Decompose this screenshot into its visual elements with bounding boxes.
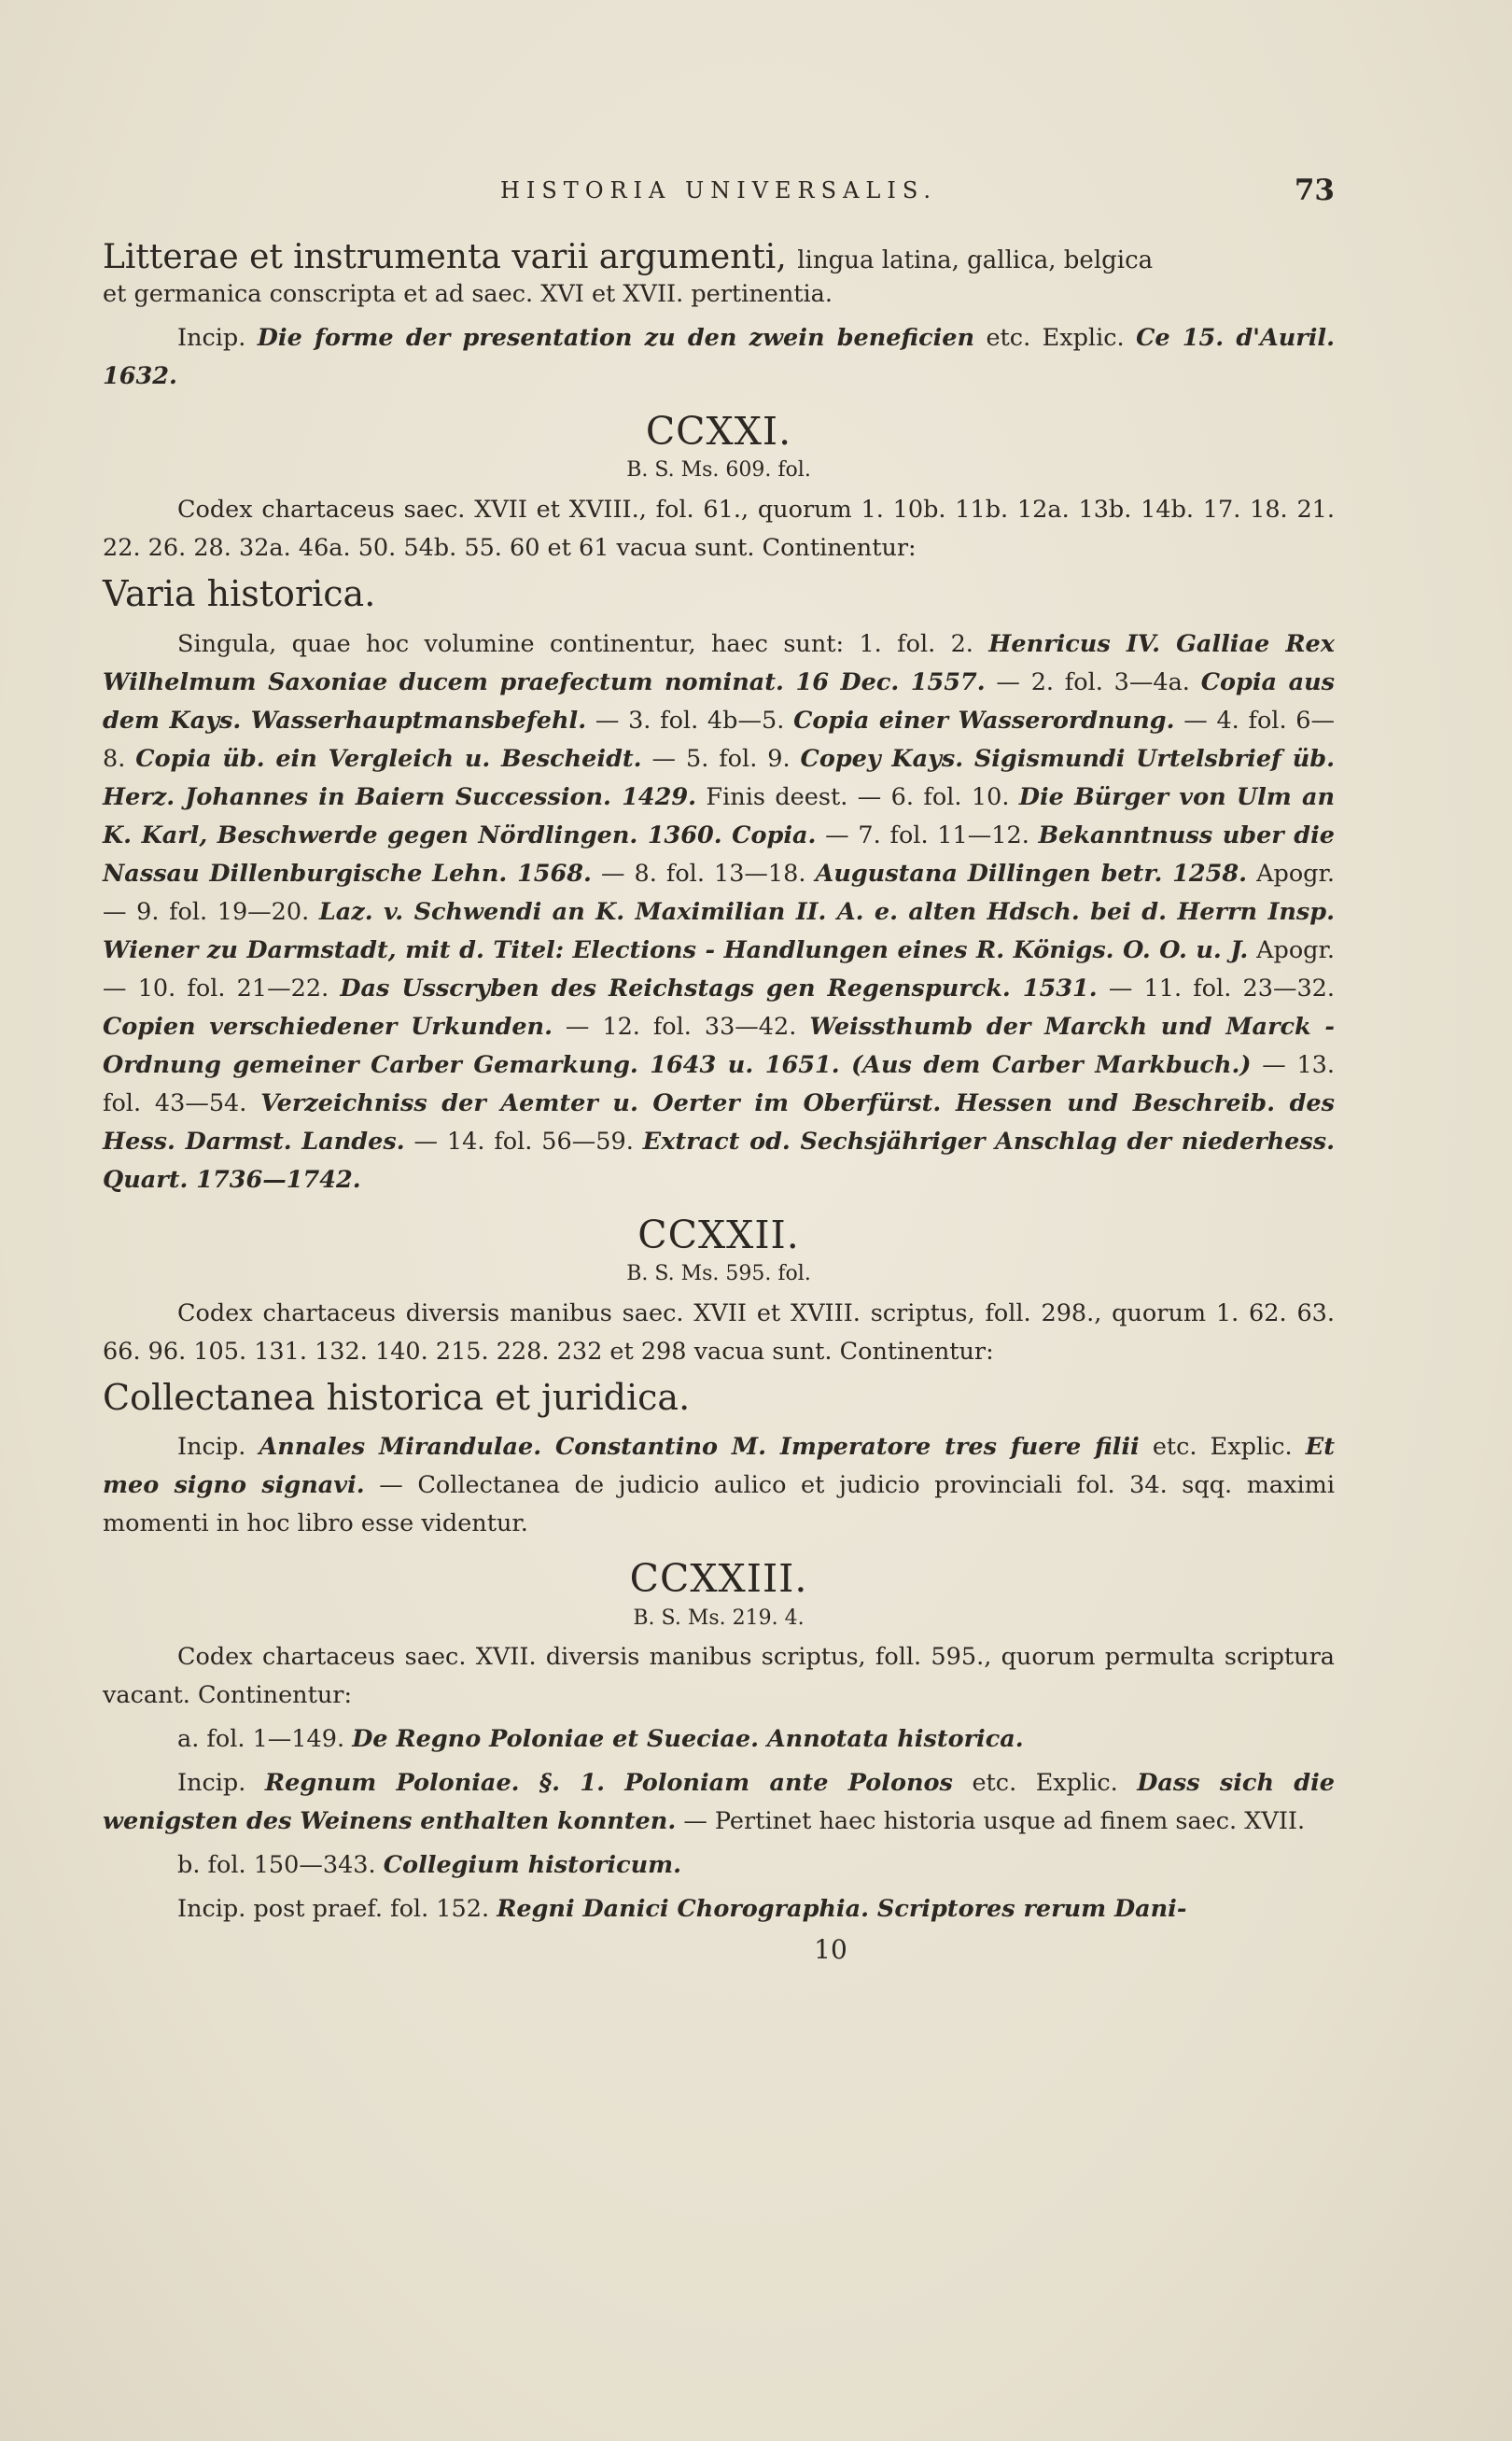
incipit-a-223: Incip. Regnum Poloniae. §. 1. Poloniam ante Polonos etc. Explic. Dass sich die wenigsten des Weinens enthalten konnten. — Pertinet haec historia usque ad finem saec. XVII. bbox=[103, 1769, 1336, 1836]
codex-description-223: Codex chartaceus saec. XVII. diversis manibus scriptus, foll. 595., quorum permulta scriptura vacant. Continentur: bbox=[103, 1643, 1335, 1710]
shelfmark-222: B. S. Ms. 595. fol. bbox=[626, 1261, 811, 1285]
section-number-223: CCXXIII. bbox=[629, 1556, 808, 1602]
incipit-b-223: Incip. post praef. fol. 152. Regni Danici Chorographia. Scriptores rerum Dani- bbox=[177, 1895, 1187, 1924]
heading-221: Varia historica. bbox=[103, 573, 376, 615]
shelfmark-223: B. S. Ms. 219. 4. bbox=[633, 1606, 805, 1630]
entry-title-continuation: et germanica conscripta et ad saec. XVI et XVII. pertinentia. bbox=[103, 280, 833, 309]
text-column bbox=[103, 174, 1336, 1966]
entry-title-large: Litterae et instrumenta varii argumenti, bbox=[103, 238, 787, 276]
section-number-221: CCXXI. bbox=[645, 409, 792, 455]
item-a-223: a. fol. 1—149. De Regno Poloniae et Sueciae. Annotata historica. bbox=[177, 1725, 1024, 1754]
shelfmark-221: B. S. Ms. 609. fol. bbox=[626, 458, 811, 483]
signature-mark: 10 bbox=[814, 1934, 847, 1966]
codex-description-221: Codex chartaceus saec. XVII et XVIII., fol. 61., quorum 1. 10b. 11b. 12a. 13b. 14b. 17. 18. 21. 22. 26. 28. 32a. 46a. 50. 54b. 55. 60 et 61 vacua sunt. Continentur: bbox=[103, 496, 1335, 563]
entry-title bbox=[103, 237, 1335, 277]
entry-title-small: lingua latina, gallica, belgica bbox=[797, 246, 1154, 274]
item-b-223: b. fol. 150—343. Collegium historicum. bbox=[177, 1851, 682, 1880]
incipit-paragraph: Incip. Die forme der presentation zu den zwein beneficien etc. Explic. Ce 15. d'Auril. 1632. bbox=[103, 324, 1335, 391]
running-title: HISTORIA UNIVERSALIS. bbox=[499, 177, 938, 203]
running-head bbox=[103, 174, 1335, 218]
section-number-222: CCXXII. bbox=[637, 1212, 800, 1257]
heading-222: Collectanea historica et juridica. bbox=[103, 1376, 691, 1418]
page-number: 73 bbox=[1294, 174, 1335, 207]
incipit-paragraph-222: Incip. Annales Mirandulae. Constantino M. Imperatore tres fuere filii etc. Explic. Et meo signo signavi. — Collectanea de judicio aulico et judicio provinciali fol. 34. sqq. maximi momenti in hoc libro esse videntur. bbox=[103, 1433, 1335, 1538]
contents-paragraph-221: Singula, quae hoc volumine continentur, haec sunt: 1. fol. 2. Henricus IV. Galliae Rex Wilhelmum Saxoniae ducem praefectum nominat. 16 Dec. 1557. — 2. fol. 3—4a. Copia aus dem Kays. Wasserhauptmansbefehl. — 3. fol. 4b—5. Copia einer Wasserordnung. — 4. fol. 6—8. Copia üb. ein Vergleich u. Bescheidt. — 5. fol. 9. Copey Kays. Sigismundi Urtelsbrief üb. Herz. Johannes in Baiern Succession. 1429. Finis deest. — 6. fol. 10. Die Bürger von Ulm an K. Karl, Beschwerde gegen Nördlingen. 1360. Copia. — 7. fol. 11—12. Bekanntnuss uber die Nassau Dillenburgische Lehn. 1568. — 8. fol. 13—18. Augustana Dillingen betr. 1258. Apogr. — 9. fol. 19—20. Laz. v. Schwendi an K. Maximilian II. A. e. alten Hdsch. bei d. Herrn Insp. Wiener zu Darmstadt, mit d. Titel: Elections - Handlungen eines R. Königs. O. O. u. J. Apogr. — 10. fol. 21—22. Das Usscryben des Reichstags gen Regenspurck. 1531. — 11. fol. 23—32. Copien verschiedener Urkunden. — 12. fol. 33—42. Weissthumb der Marckh und Marck - Ordnung gemeiner Carber Gemarkung. 1643 u. 1651. (Aus dem Carber Markbuch.) — 13. fol. 43—54. Verzeichniss der Aemter u. Oerter im Oberfürst. Hessen und Beschreib. des Hess. Darmst. Landes. — 14. fol. 56—59. Extract od. Sechsjähriger Anschlag der niederhess. Quart. 1736—1742. bbox=[103, 629, 1336, 1194]
codex-description-222: Codex chartaceus diversis manibus saec. XVII et XVIII. scriptus, foll. 298., quorum 1. 62. 63. 66. 96. 105. 131. 132. 140. 215. 228. 232 et 298 vacua sunt. Continentur: bbox=[103, 1298, 1335, 1366]
